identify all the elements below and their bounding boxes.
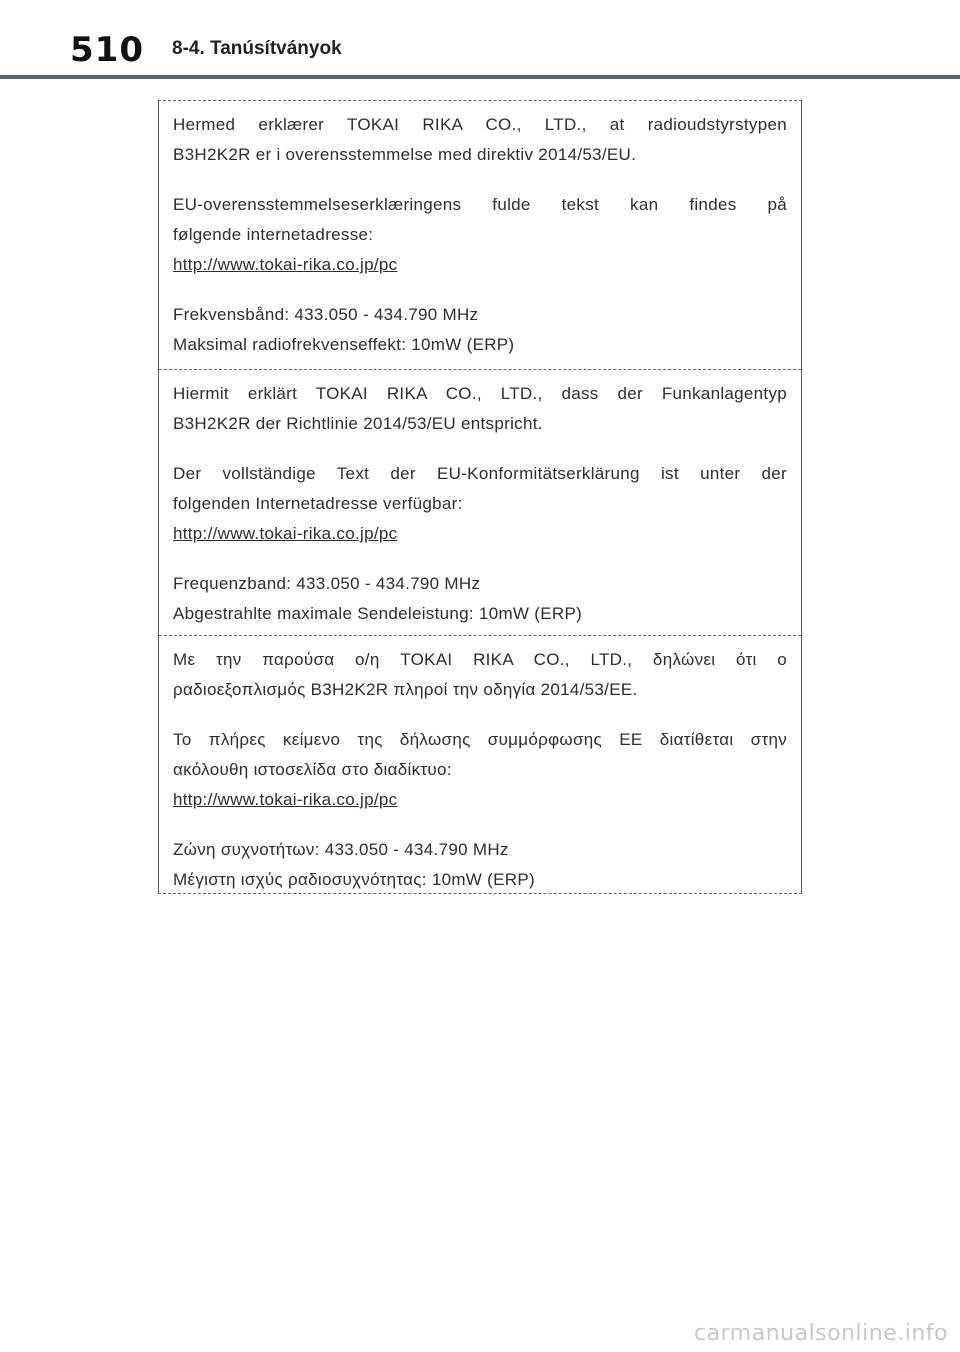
text-line: Hermed erklærer TOKAI RIKA CO., LTD., at radioudstyrstypen: [173, 115, 787, 134]
max-power: Maksimal radiofrekvenseffekt: 10mW (ERP): [173, 335, 515, 354]
page-header: [0, 0, 960, 80]
text-line: ραδιοεξοπλισμός B3H2K2R πληροί την οδηγία 2014/53/ΕΕ.: [173, 680, 638, 699]
max-power: Abgestrahlte maximale Sendeleistung: 10mW (ERP): [173, 604, 583, 623]
text-line: Το πλήρες κείμενο της δήλωσης συμμόρφωσης ΕΕ διατίθεται στην: [173, 730, 787, 749]
page-number: 510: [70, 30, 144, 70]
declaration-paragraph: [173, 110, 787, 170]
text-line: folgenden Internetadresse verfügbar:: [173, 494, 463, 513]
full-text-paragraph: [173, 725, 787, 815]
spec-paragraph: [173, 300, 787, 360]
frequency-band: Frequenzband: 433.050 - 434.790 MHz: [173, 574, 481, 593]
text-line: ακόλουθη ιστοσελίδα στο διαδίκτυο:: [173, 760, 452, 779]
cert-section-german: [159, 369, 801, 635]
cert-section-greek: [159, 635, 801, 893]
header-rule: [0, 75, 960, 79]
declaration-paragraph: [173, 379, 787, 439]
url-link[interactable]: http://www.tokai-rika.co.jp/pc: [173, 524, 398, 543]
certification-box: [158, 100, 802, 894]
cert-section-danish: [159, 101, 801, 369]
section-title: 8-4. Tanúsítványok: [172, 38, 342, 59]
spec-paragraph: [173, 569, 787, 629]
text-line: EU-overensstemmelseserklæringens fulde tekst kan findes på: [173, 195, 787, 214]
url-link[interactable]: http://www.tokai-rika.co.jp/pc: [173, 790, 398, 809]
watermark: carmanualsonline.info: [694, 1321, 948, 1346]
text-line: B3H2K2R der Richtlinie 2014/53/EU entspricht.: [173, 414, 543, 433]
text-line: Hiermit erklärt TOKAI RIKA CO., LTD., dass der Funkanlagentyp: [173, 384, 787, 403]
url-link[interactable]: http://www.tokai-rika.co.jp/pc: [173, 255, 398, 274]
declaration-paragraph: [173, 645, 787, 705]
frequency-band: Frekvensbånd: 433.050 - 434.790 MHz: [173, 305, 479, 324]
text-line: Με την παρούσα ο/η TOKAI RIKA CO., LTD., δηλώνει ότι ο: [173, 650, 787, 669]
frequency-band: Ζώνη συχνοτήτων: 433.050 - 434.790 MHz: [173, 840, 509, 859]
full-text-paragraph: [173, 459, 787, 549]
spec-paragraph: [173, 835, 787, 895]
text-line: B3H2K2R er i overensstemmelse med direktiv 2014/53/EU.: [173, 145, 637, 164]
full-text-paragraph: [173, 190, 787, 280]
max-power: Μέγιστη ισχύς ραδιοσυχνότητας: 10mW (ERP): [173, 870, 535, 889]
text-line: Der vollständige Text der EU-Konformitätserklärung ist unter der: [173, 464, 787, 483]
text-line: følgende internetadresse:: [173, 225, 374, 244]
